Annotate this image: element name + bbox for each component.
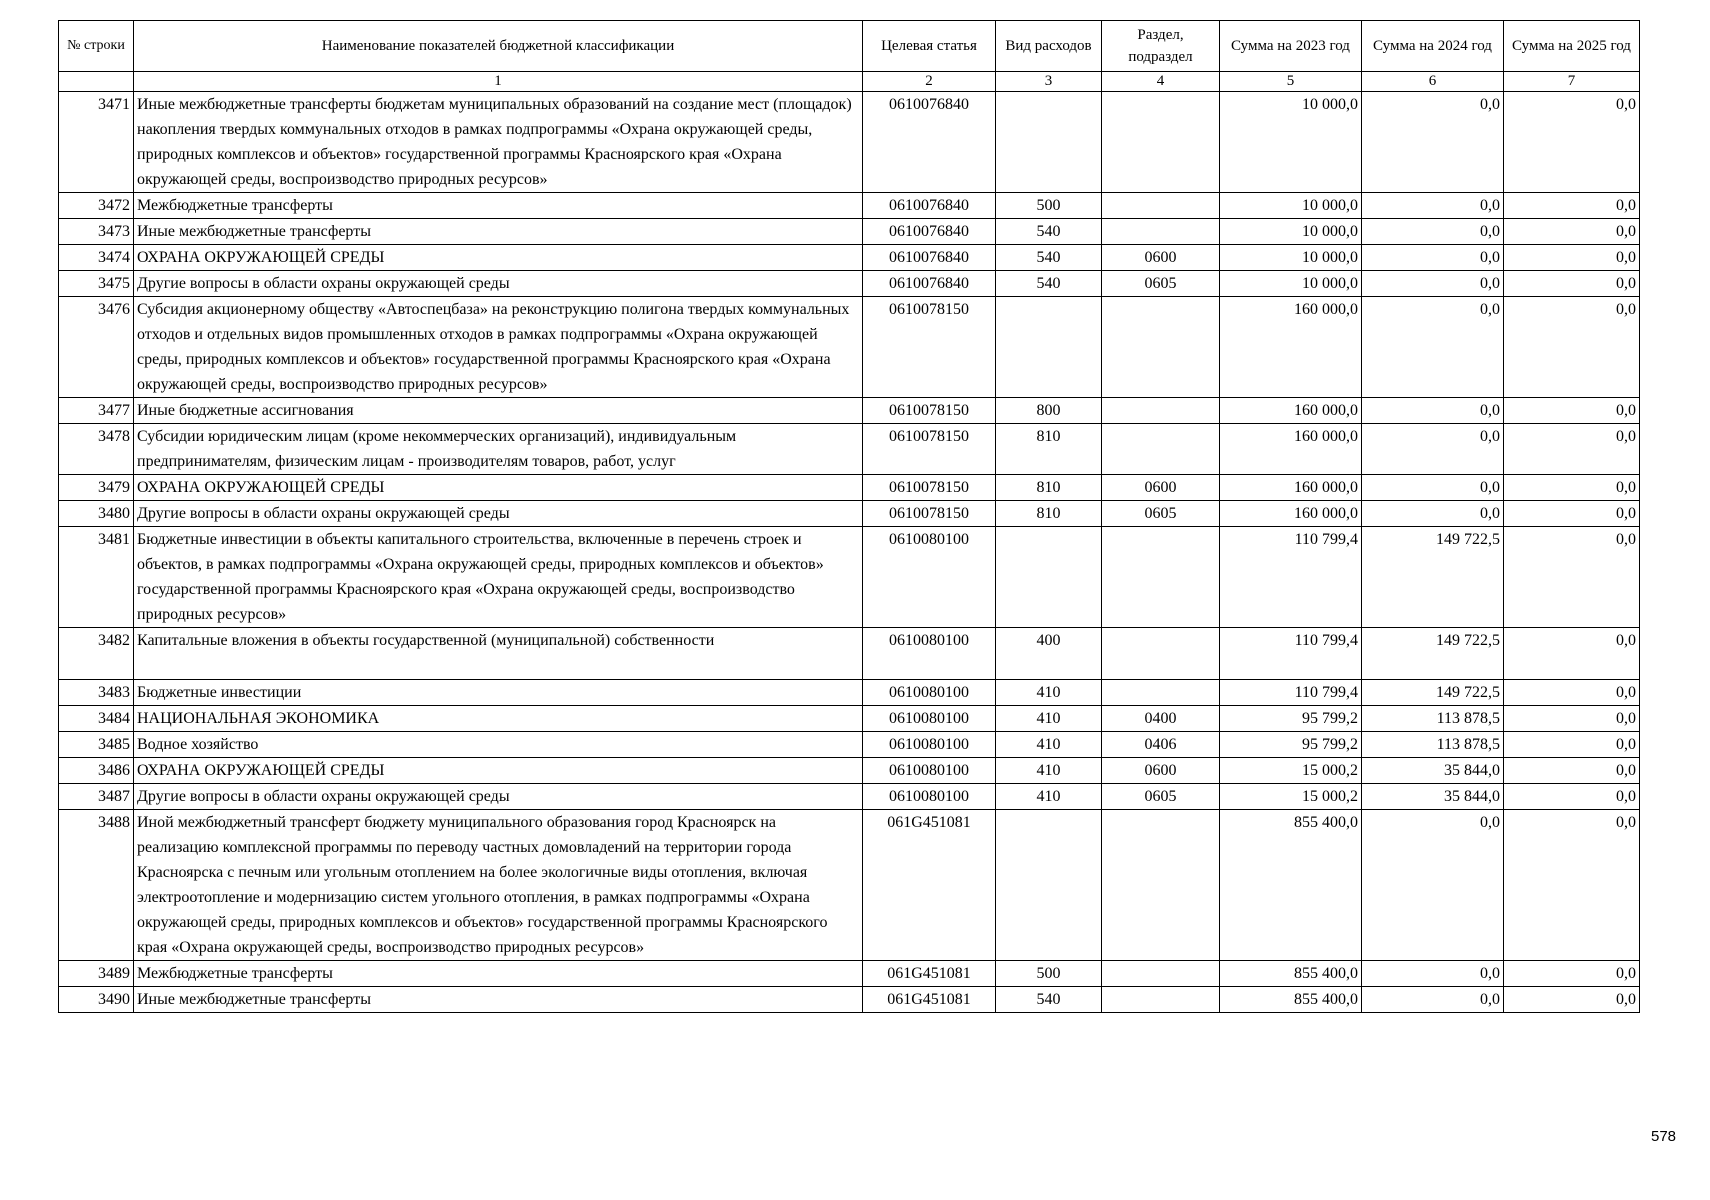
sum-2023-cell: 160 000,0 (1220, 398, 1362, 424)
expense-type-cell: 540 (996, 987, 1102, 1013)
target-article-cell: 0610080100 (863, 784, 996, 810)
target-article-cell: 0610078150 (863, 475, 996, 501)
row-number-cell: 3484 (59, 706, 134, 732)
section-cell: 0600 (1102, 475, 1220, 501)
sum-2025-cell: 0,0 (1504, 501, 1640, 527)
sum-2023-cell: 110 799,4 (1220, 680, 1362, 706)
indicator-name-cell: Субсидия акционерному обществу «Автоспецбаза» на реконструкцию полигона твердых коммунальных отходов и отдельных видов промышленных отходов в рамках подпрограммы «Охрана окружающей среды, природных комплексов и объектов» государственной программы Красноярского края «Охрана окружающей среды, воспроизводство природных ресурсов» (134, 297, 863, 398)
indicator-name-cell: Иные межбюджетные трансферты бюджетам муниципальных образований на создание мест (площадок) накопления твердых коммунальных отходов в рамках подпрограммы «Охрана окружающей среды, природных комплексов и объектов» государственной программы Красноярского края «Охрана окружающей среды, воспроизводство природных ресурсов» (134, 92, 863, 193)
sum-2024-cell: 0,0 (1362, 297, 1504, 398)
row-number-cell: 3486 (59, 758, 134, 784)
sum-2023-cell: 160 000,0 (1220, 475, 1362, 501)
column-number: 4 (1102, 72, 1220, 92)
indicator-name-cell: Иные бюджетные ассигнования (134, 398, 863, 424)
sum-2023-cell: 855 400,0 (1220, 987, 1362, 1013)
sum-2025-cell: 0,0 (1504, 398, 1640, 424)
sum-2025-cell: 0,0 (1504, 424, 1640, 475)
expense-type-cell: 810 (996, 424, 1102, 475)
target-article-cell: 0610080100 (863, 758, 996, 784)
sum-2024-cell: 113 878,5 (1362, 732, 1504, 758)
row-number-cell: 3485 (59, 732, 134, 758)
row-number-cell: 3483 (59, 680, 134, 706)
sum-2025-cell: 0,0 (1504, 271, 1640, 297)
column-number: 6 (1362, 72, 1504, 92)
section-cell: 0400 (1102, 706, 1220, 732)
row-number-cell: 3487 (59, 784, 134, 810)
indicator-name-cell: НАЦИОНАЛЬНАЯ ЭКОНОМИКА (134, 706, 863, 732)
sum-2024-cell: 0,0 (1362, 475, 1504, 501)
expense-type-cell: 540 (996, 219, 1102, 245)
sum-2023-cell: 110 799,4 (1220, 628, 1362, 680)
table-row (59, 987, 1640, 1013)
header-expense-type: Вид расходов (996, 21, 1102, 72)
row-number-cell: 3481 (59, 527, 134, 628)
sum-2025-cell: 0,0 (1504, 245, 1640, 271)
target-article-cell: 0610080100 (863, 732, 996, 758)
target-article-cell: 0610080100 (863, 527, 996, 628)
expense-type-cell (996, 810, 1102, 961)
section-cell (1102, 961, 1220, 987)
sum-2024-cell: 149 722,5 (1362, 680, 1504, 706)
expense-type-cell: 410 (996, 706, 1102, 732)
section-cell (1102, 810, 1220, 961)
expense-type-cell: 410 (996, 680, 1102, 706)
sum-2024-cell: 0,0 (1362, 92, 1504, 193)
indicator-name-cell: Межбюджетные трансферты (134, 193, 863, 219)
sum-2025-cell: 0,0 (1504, 297, 1640, 398)
table-row (59, 680, 1640, 706)
indicator-name-cell: Водное хозяйство (134, 732, 863, 758)
sum-2025-cell: 0,0 (1504, 961, 1640, 987)
sum-2024-cell: 0,0 (1362, 193, 1504, 219)
sum-2025-cell: 0,0 (1504, 987, 1640, 1013)
header-sum-2025: Сумма на 2025 год (1504, 21, 1640, 72)
row-number-cell: 3475 (59, 271, 134, 297)
row-number-cell: 3480 (59, 501, 134, 527)
section-cell: 0406 (1102, 732, 1220, 758)
row-number-cell: 3477 (59, 398, 134, 424)
sum-2023-cell: 160 000,0 (1220, 501, 1362, 527)
section-cell: 0600 (1102, 245, 1220, 271)
sum-2025-cell: 0,0 (1504, 758, 1640, 784)
sum-2025-cell: 0,0 (1504, 193, 1640, 219)
indicator-name-cell: ОХРАНА ОКРУЖАЮЩЕЙ СРЕДЫ (134, 758, 863, 784)
sum-2024-cell: 0,0 (1362, 810, 1504, 961)
sum-2024-cell: 35 844,0 (1362, 784, 1504, 810)
sum-2023-cell: 110 799,4 (1220, 527, 1362, 628)
expense-type-cell: 410 (996, 732, 1102, 758)
sum-2023-cell: 10 000,0 (1220, 245, 1362, 271)
sum-2024-cell: 149 722,5 (1362, 628, 1504, 680)
sum-2024-cell: 0,0 (1362, 987, 1504, 1013)
table-row (59, 92, 1640, 193)
page-number: 578 (1651, 1128, 1677, 1145)
budget-table (58, 20, 1640, 1013)
indicator-name-cell: ОХРАНА ОКРУЖАЮЩЕЙ СРЕДЫ (134, 475, 863, 501)
column-number: 5 (1220, 72, 1362, 92)
table-row (59, 193, 1640, 219)
table-row (59, 297, 1640, 398)
table-row (59, 732, 1640, 758)
target-article-cell: 0610076840 (863, 245, 996, 271)
column-number: 7 (1504, 72, 1640, 92)
indicator-name-cell: Другие вопросы в области охраны окружающей среды (134, 784, 863, 810)
expense-type-cell: 500 (996, 961, 1102, 987)
indicator-name-cell: Межбюджетные трансферты (134, 961, 863, 987)
table-row (59, 501, 1640, 527)
sum-2023-cell: 855 400,0 (1220, 810, 1362, 961)
sum-2025-cell: 0,0 (1504, 706, 1640, 732)
row-number-cell: 3479 (59, 475, 134, 501)
sum-2023-cell: 95 799,2 (1220, 706, 1362, 732)
indicator-name-cell: Иные межбюджетные трансферты (134, 219, 863, 245)
column-number: 1 (134, 72, 863, 92)
sum-2024-cell: 0,0 (1362, 424, 1504, 475)
column-header-row (59, 21, 1640, 72)
indicator-name-cell: Иные межбюджетные трансферты (134, 987, 863, 1013)
sum-2024-cell: 0,0 (1362, 245, 1504, 271)
expense-type-cell: 540 (996, 271, 1102, 297)
table-row (59, 758, 1640, 784)
header-row-no: № строки (59, 21, 134, 72)
table-row (59, 475, 1640, 501)
section-cell: 0600 (1102, 758, 1220, 784)
table-row (59, 398, 1640, 424)
sum-2023-cell: 95 799,2 (1220, 732, 1362, 758)
section-cell (1102, 680, 1220, 706)
header-section: Раздел, подраздел (1102, 21, 1220, 72)
header-sum-2024: Сумма на 2024 год (1362, 21, 1504, 72)
row-number-cell: 3482 (59, 628, 134, 680)
expense-type-cell: 810 (996, 475, 1102, 501)
sum-2023-cell: 10 000,0 (1220, 271, 1362, 297)
indicator-name-cell: ОХРАНА ОКРУЖАЮЩЕЙ СРЕДЫ (134, 245, 863, 271)
target-article-cell: 0610078150 (863, 297, 996, 398)
sum-2024-cell: 0,0 (1362, 398, 1504, 424)
sum-2025-cell: 0,0 (1504, 732, 1640, 758)
table-row (59, 527, 1640, 628)
expense-type-cell: 400 (996, 628, 1102, 680)
sum-2023-cell: 160 000,0 (1220, 297, 1362, 398)
section-cell: 0605 (1102, 784, 1220, 810)
target-article-cell: 0610080100 (863, 680, 996, 706)
table-row (59, 245, 1640, 271)
section-cell (1102, 297, 1220, 398)
target-article-cell: 061G451081 (863, 810, 996, 961)
row-number-cell: 3489 (59, 961, 134, 987)
row-number-cell: 3478 (59, 424, 134, 475)
sum-2025-cell: 0,0 (1504, 628, 1640, 680)
table-row (59, 271, 1640, 297)
sum-2025-cell: 0,0 (1504, 92, 1640, 193)
row-number-cell: 3488 (59, 810, 134, 961)
column-number-row (59, 72, 1640, 92)
sum-2023-cell: 855 400,0 (1220, 961, 1362, 987)
sum-2024-cell: 0,0 (1362, 501, 1504, 527)
sum-2023-cell: 10 000,0 (1220, 193, 1362, 219)
sum-2024-cell: 0,0 (1362, 961, 1504, 987)
sum-2023-cell: 10 000,0 (1220, 92, 1362, 193)
column-number: 2 (863, 72, 996, 92)
target-article-cell: 0610080100 (863, 706, 996, 732)
expense-type-cell: 800 (996, 398, 1102, 424)
section-cell (1102, 987, 1220, 1013)
section-cell (1102, 424, 1220, 475)
sum-2024-cell: 149 722,5 (1362, 527, 1504, 628)
sum-2023-cell: 15 000,2 (1220, 784, 1362, 810)
table-row (59, 424, 1640, 475)
expense-type-cell: 810 (996, 501, 1102, 527)
section-cell: 0605 (1102, 271, 1220, 297)
indicator-name-cell: Субсидии юридическим лицам (кроме некоммерческих организаций), индивидуальным предпринимателям, физическим лицам - производителям товаров, работ, услуг (134, 424, 863, 475)
column-number (59, 72, 134, 92)
section-cell (1102, 193, 1220, 219)
sum-2023-cell: 160 000,0 (1220, 424, 1362, 475)
sum-2025-cell: 0,0 (1504, 527, 1640, 628)
sum-2024-cell: 0,0 (1362, 271, 1504, 297)
column-number: 3 (996, 72, 1102, 92)
target-article-cell: 061G451081 (863, 961, 996, 987)
target-article-cell: 0610078150 (863, 501, 996, 527)
target-article-cell: 0610076840 (863, 271, 996, 297)
sum-2025-cell: 0,0 (1504, 680, 1640, 706)
expense-type-cell (996, 527, 1102, 628)
target-article-cell: 0610078150 (863, 424, 996, 475)
section-cell (1102, 219, 1220, 245)
sum-2024-cell: 113 878,5 (1362, 706, 1504, 732)
indicator-name-cell: Бюджетные инвестиции в объекты капитального строительства, включенные в перечень строек и объектов, в рамках подпрограммы «Охрана окружающей среды, природных комплексов и объектов» государственной программы Красноярского края «Охрана окружающей среды, воспроизводство природных ресурсов» (134, 527, 863, 628)
table-row (59, 706, 1640, 732)
table-body (59, 92, 1640, 1013)
target-article-cell: 0610080100 (863, 628, 996, 680)
sum-2025-cell: 0,0 (1504, 810, 1640, 961)
table-row (59, 810, 1640, 961)
expense-type-cell: 410 (996, 784, 1102, 810)
expense-type-cell (996, 92, 1102, 193)
header-target: Целевая статья (863, 21, 996, 72)
target-article-cell: 0610078150 (863, 398, 996, 424)
section-cell: 0605 (1102, 501, 1220, 527)
sum-2025-cell: 0,0 (1504, 219, 1640, 245)
sum-2023-cell: 10 000,0 (1220, 219, 1362, 245)
sum-2024-cell: 35 844,0 (1362, 758, 1504, 784)
row-number-cell: 3490 (59, 987, 134, 1013)
expense-type-cell (996, 297, 1102, 398)
sum-2025-cell: 0,0 (1504, 784, 1640, 810)
indicator-name-cell: Другие вопросы в области охраны окружающей среды (134, 271, 863, 297)
sum-2024-cell: 0,0 (1362, 219, 1504, 245)
table-row (59, 219, 1640, 245)
section-cell (1102, 398, 1220, 424)
indicator-name-cell: Другие вопросы в области охраны окружающей среды (134, 501, 863, 527)
section-cell (1102, 527, 1220, 628)
indicator-name-cell: Бюджетные инвестиции (134, 680, 863, 706)
indicator-name-cell: Иной межбюджетный трансферт бюджету муниципального образования город Красноярск на реализацию комплексной программы по переводу частных домовладений на территории города Красноярска с печным или угольным отоплением на более экологичные виды отопления, включая электроотопление и модернизацию систем угольного отопления, в рамках подпрограммы «Охрана окружающей среды, природных комплексов и объектов» государственной программы Красноярского края «Охрана окружающей среды, воспроизводство природных ресурсов» (134, 810, 863, 961)
target-article-cell: 061G451081 (863, 987, 996, 1013)
expense-type-cell: 540 (996, 245, 1102, 271)
target-article-cell: 0610076840 (863, 219, 996, 245)
sum-2023-cell: 15 000,2 (1220, 758, 1362, 784)
expense-type-cell: 410 (996, 758, 1102, 784)
row-number-cell: 3472 (59, 193, 134, 219)
target-article-cell: 0610076840 (863, 92, 996, 193)
indicator-name-cell: Капитальные вложения в объекты государственной (муниципальной) собственности (134, 628, 863, 680)
table-row (59, 784, 1640, 810)
section-cell (1102, 628, 1220, 680)
sum-2025-cell: 0,0 (1504, 475, 1640, 501)
expense-type-cell: 500 (996, 193, 1102, 219)
header-name: Наименование показателей бюджетной классификации (134, 21, 863, 72)
header-sum-2023: Сумма на 2023 год (1220, 21, 1362, 72)
row-number-cell: 3471 (59, 92, 134, 193)
row-number-cell: 3476 (59, 297, 134, 398)
row-number-cell: 3473 (59, 219, 134, 245)
section-cell (1102, 92, 1220, 193)
target-article-cell: 0610076840 (863, 193, 996, 219)
row-number-cell: 3474 (59, 245, 134, 271)
table-row (59, 628, 1640, 680)
table-row (59, 961, 1640, 987)
